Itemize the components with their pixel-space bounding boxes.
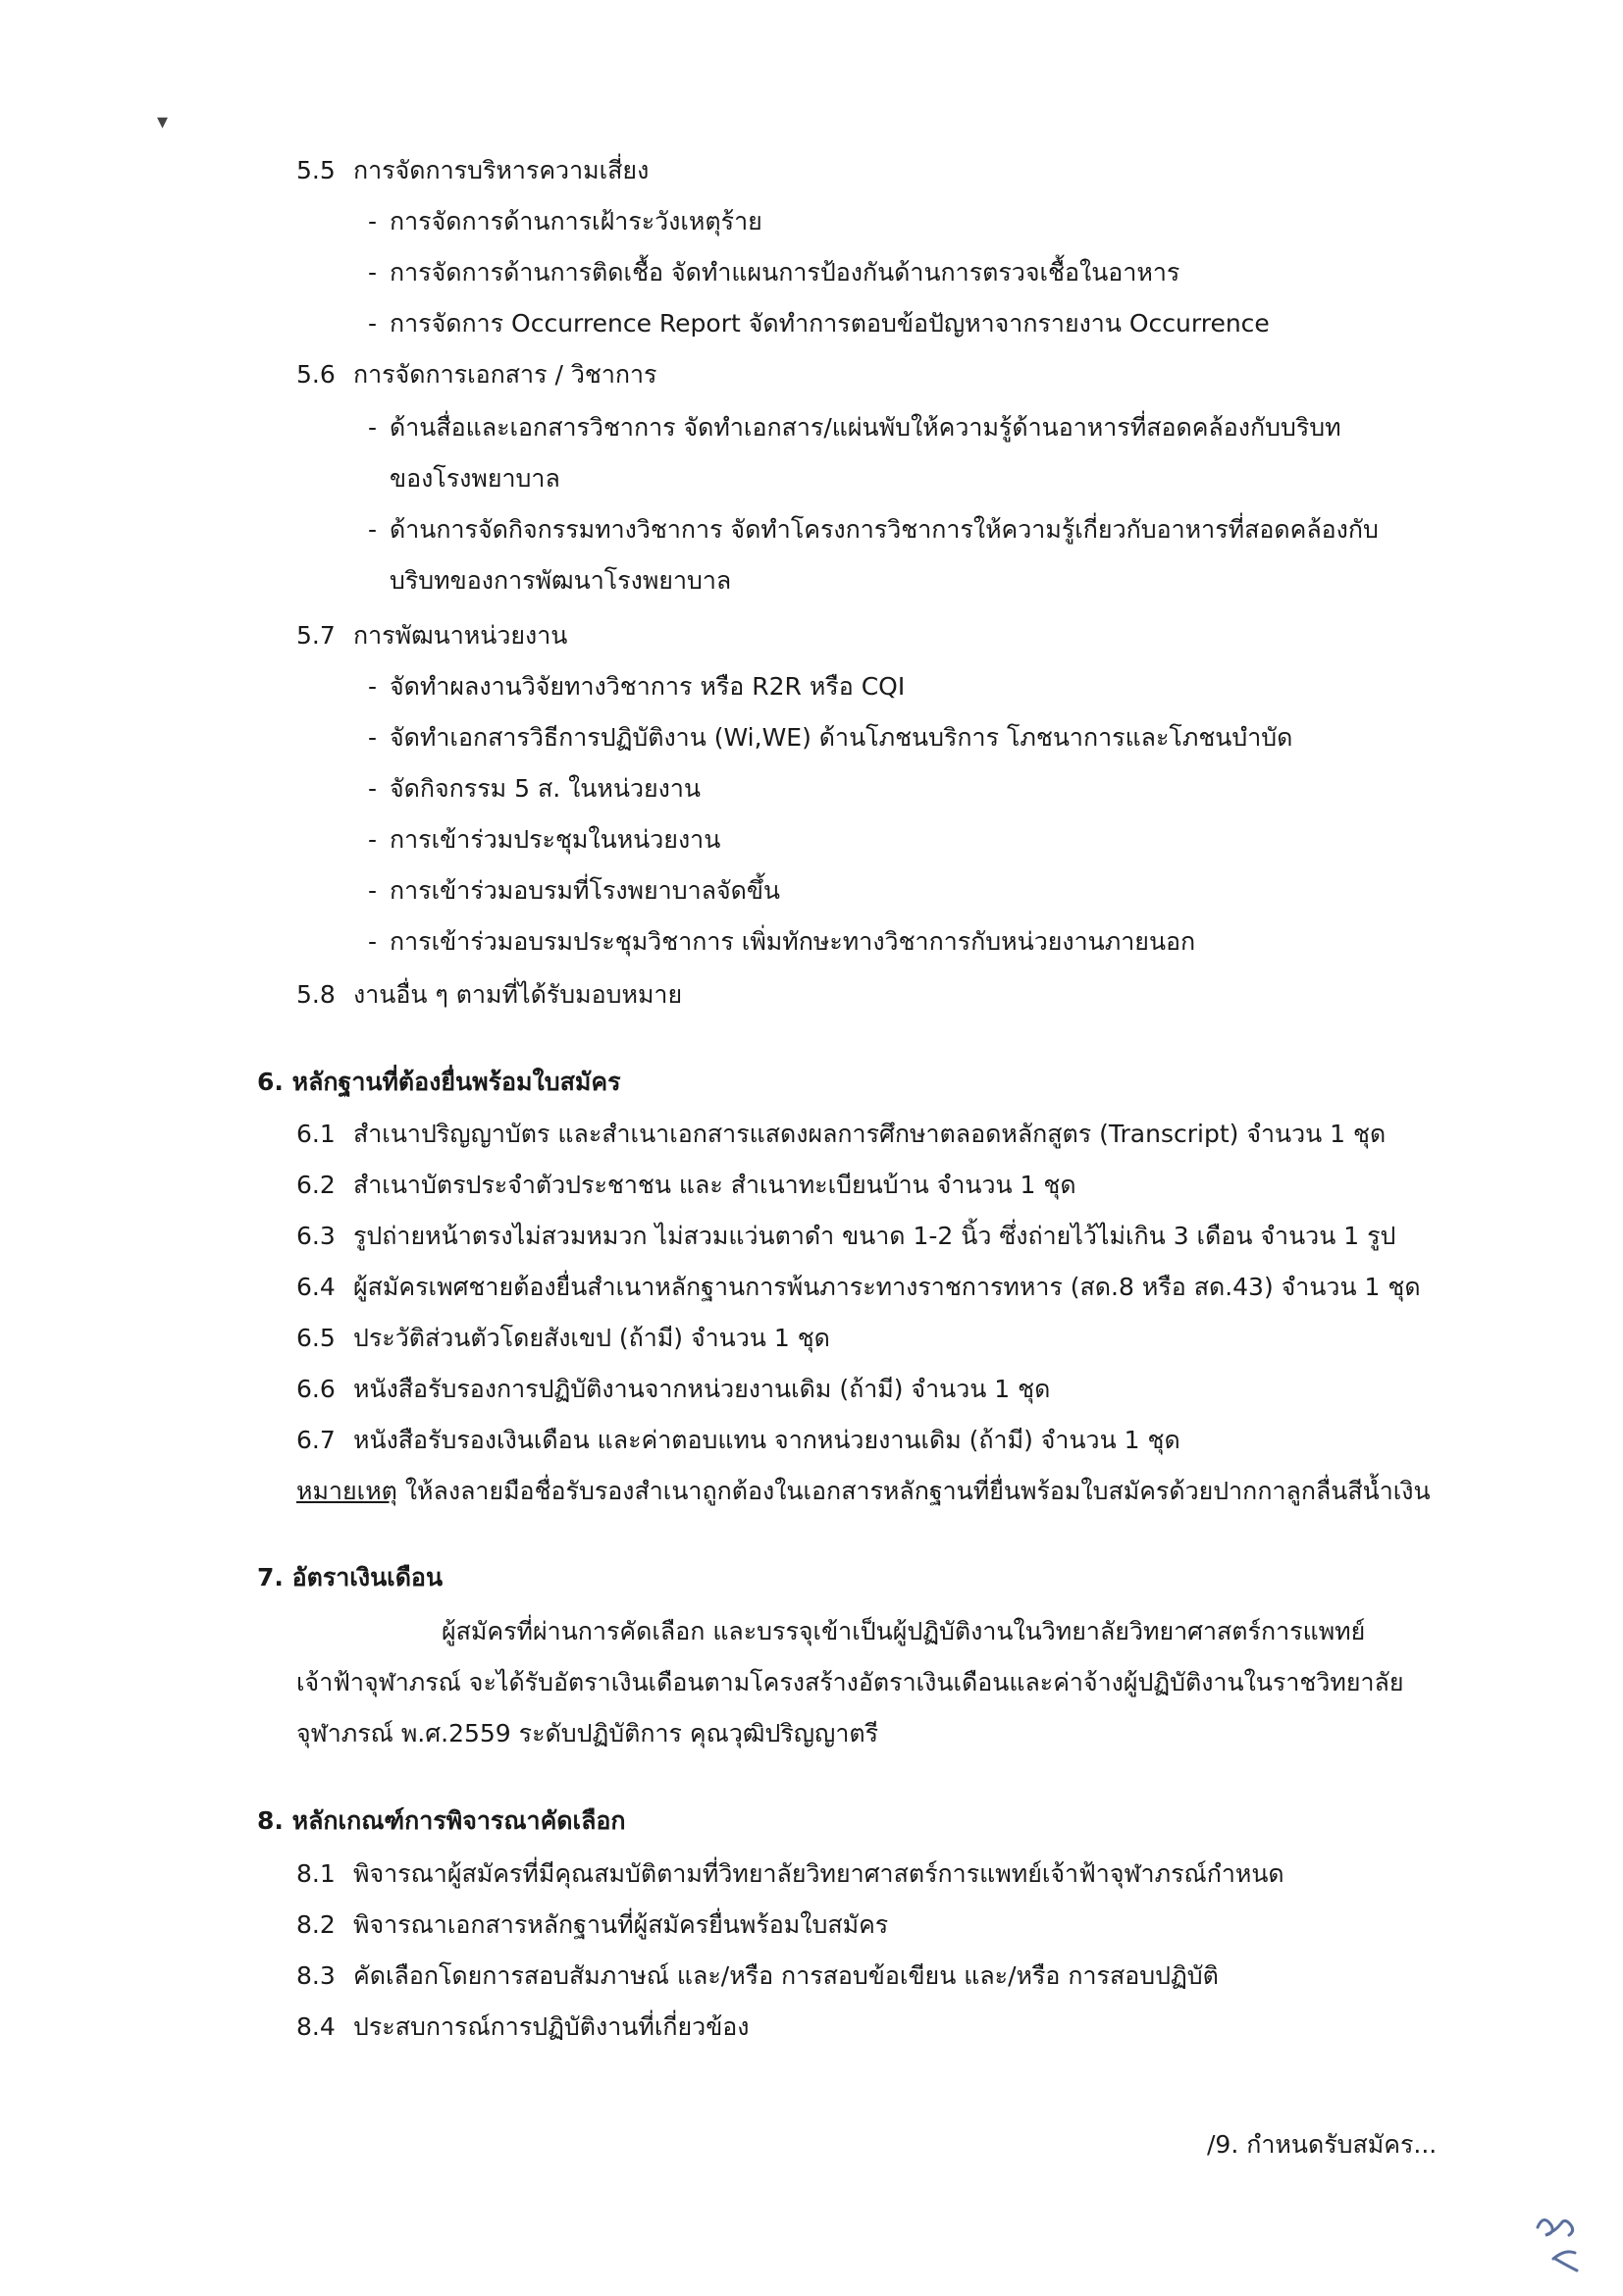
list-item: 8.3 คัดเลือกโดยการสอบสัมภาษณ์ และ/หรือ การสอบข้อเขียน และ/หรือ การสอบปฏิบัติ [296,1961,1219,1990]
list-item: - จัดกิจกรรม 5 ส. ในหน่วยงาน [368,774,701,803]
page-continuation: /9. กำหนดรับสมัคร... [1207,2130,1438,2159]
list-item: - การจัดการด้านการเฝ้าระวังเหตุร้าย [368,207,762,235]
list-item: - ด้านการจัดกิจกรรมทางวิชาการ จัดทำโครงการวิชาการให้ความรู้เกี่ยวกับอาหารที่สอดคล้องกับ [368,515,1379,544]
list-item: - จัดทำเอกสารวิธีการปฏิบัติงาน (Wi,WE) ด้านโภชนบริการ โภชนาการและโภชนบำบัด [368,723,1293,752]
list-item: 6.2 สำเนาบัตรประจำตัวประชาชน และ สำเนาทะเบียนบ้าน จำนวน 1 ชุด [296,1171,1076,1199]
section-8-heading: 8. หลักเกณฑ์การพิจารณาคัดเลือก [257,1806,626,1835]
list-item: 6.6 หนังสือรับรองการปฏิบัติงานจากหน่วยงานเดิม (ถ้ามี) จำนวน 1 ชุด [296,1375,1051,1403]
list-item: - การจัดการด้านการติดเชื้อ จัดทำแผนการป้องกันด้านการตรวจเชื้อในอาหาร [368,258,1180,287]
list-item: - การเข้าร่วมประชุมในหน่วยงาน [368,825,721,854]
scan-dot: ▾ [157,110,169,134]
list-item: - ด้านสื่อและเอกสารวิชาการ จัดทำเอกสาร/แผ่นพับให้ความรู้ด้านอาหารที่สอดคล้องกับบริบท [368,413,1341,442]
note-label: หมายเหตุ [296,1477,397,1505]
handwritten-initials-signature [1526,2198,1595,2286]
list-item-continuation: บริบทของการพัฒนาโรงพยาบาล [390,566,732,595]
list-item: 8.1 พิจารณาผู้สมัครที่มีคุณสมบัติตามที่วิทยาลัยวิทยาศาสตร์การแพทย์เจ้าฟ้าจุฬาภรณ์กำหนด [296,1859,1284,1888]
list-item: - การเข้าร่วมอบรมประชุมวิชาการ เพิ่มทักษะทางวิชาการกับหน่วยงานภายนอก [368,927,1196,956]
paragraph-line: เจ้าฟ้าจุฬาภรณ์ จะได้รับอัตราเงินเดือนตามโครงสร้างอัตราเงินเดือนและค่าจ้างผู้ปฏิบัติงานในราชวิทยาลัย [296,1668,1404,1696]
list-item: 6.5 ประวัติส่วนตัวโดยสังเขป (ถ้ามี) จำนวน 1 ชุด [296,1324,830,1352]
list-item: 6.4 ผู้สมัครเพศชายต้องยื่นสำเนาหลักฐานการพ้นภาระทางราชการทหาร (สด.8 หรือ สด.43) จำนวน 1 ชุด [296,1273,1421,1301]
section-5-6-title: 5.6 การจัดการเอกสาร / วิชาการ [296,360,657,389]
section-5-8-title: 5.8 งานอื่น ๆ ตามที่ได้รับมอบหมาย [296,980,683,1009]
list-item: - การจัดการ Occurrence Report จัดทำการตอบข้อปัญหาจากรายงาน Occurrence [368,309,1270,338]
list-item: 6.3 รูปถ่ายหน้าตรงไม่สวมหมวก ไม่สวมแว่นตาดำ ขนาด 1-2 นิ้ว ซึ่งถ่ายไว้ไม่เกิน 3 เดือน จำนวน 1 รูป [296,1222,1396,1250]
list-item: 6.7 หนังสือรับรองเงินเดือน และค่าตอบแทน จากหน่วยงานเดิม (ถ้ามี) จำนวน 1 ชุด [296,1426,1180,1454]
section-6-heading: 6. หลักฐานที่ต้องยื่นพร้อมใบสมัคร [257,1068,621,1096]
list-item: 6.1 สำเนาปริญญาบัตร และสำเนาเอกสารแสดงผลการศึกษาตลอดหลักสูตร (Transcript) จำนวน 1 ชุด [296,1120,1387,1148]
list-item-continuation: ของโรงพยาบาล [390,464,560,493]
section-5-7-title: 5.7 การพัฒนาหน่วยงาน [296,621,568,650]
section-5-5-title: 5.5 การจัดการบริหารความเสี่ยง [296,156,650,184]
paragraph-line: จุฬาภรณ์ พ.ศ.2559 ระดับปฏิบัติการ คุณวุฒิปริญญาตรี [296,1719,879,1748]
paragraph-line: ผู้สมัครที่ผ่านการคัดเลือก และบรรจุเข้าเป็นผู้ปฏิบัติงานในวิทยาลัยวิทยาศาสตร์การแพทย์ [442,1617,1366,1645]
list-item: 8.4 ประสบการณ์การปฏิบัติงานที่เกี่ยวข้อง [296,2012,750,2041]
list-item: - จัดทำผลงานวิจัยทางวิชาการ หรือ R2R หรือ CQI [368,672,906,701]
list-item: - การเข้าร่วมอบรมที่โรงพยาบาลจัดขึ้น [368,876,781,905]
section-7-heading: 7. อัตราเงินเดือน [257,1563,444,1592]
note: หมายเหตุ ให้ลงลายมือชื่อรับรองสำเนาถูกต้องในเอกสารหลักฐานที่ยื่นพร้อมใบสมัครด้วยปากกาลูกลื่นสีน้ำเงิน [296,1477,1431,1505]
list-item: 8.2 พิจารณาเอกสารหลักฐานที่ผู้สมัครยื่นพร้อมใบสมัคร [296,1910,889,1939]
